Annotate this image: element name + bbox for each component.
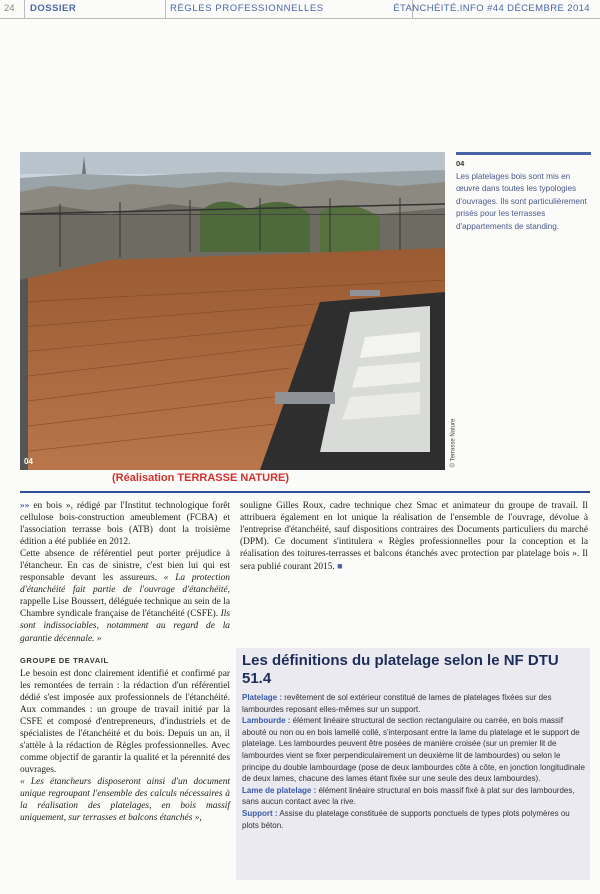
- section-label: DOSSIER: [30, 3, 77, 14]
- photo-tag: 04: [24, 457, 33, 466]
- paragraph: Cette absence de référentiel peut porter préjudice à l'étancheur. En cas de sinistre, c'est bien lui qui est responsable devant les assureurs. « La protection d'étanchéité fait partie de l'ouvrage d'étanchéité, rappelle Lise Boussert, déléguée technique au sein de la Chambre syndicale française de l'étanchéité (CSFE). Ils sont indissociables, notamment au regard de la garantie décennale. »: [20, 549, 230, 644]
- terrace-illustration: [20, 152, 445, 470]
- article-column-2: [240, 500, 588, 573]
- article-column-1: [20, 500, 230, 824]
- terrace-photo: [20, 152, 445, 470]
- photo-caption: [456, 152, 591, 233]
- header-divider: [165, 0, 166, 18]
- definition-item: Lambourde : élément linéaire structural de section rectangulaire ou carrée, en bois massif abouté ou non ou en bois lamellé collé, s'interposant entre la lame du platelage et le support de platelage. Les lambourdes peuvent être posées de manière croisée (sur un premier lit de lambourdes vient se fixer perpendiculairement un deuxième lit de lambourdes) ou selon le principe du double lambourdage (pose de deux lambourdes côte à côte, en jonction longitudinale de deux lames, chacune des lames étant fixée sur une seule des deux lambourdes).: [242, 716, 585, 784]
- photo-credit: © Terrasse Nature: [450, 418, 457, 468]
- header-title: RÈGLES PROFESSIONNELLES: [170, 3, 324, 14]
- subheading: GROUPE DE TRAVAIL: [20, 655, 109, 665]
- caption-text: Les platelages bois sont mis en œuvre dans toutes les typologies d'ouvrages. Ils sont particulièrement prisés pour les terrasses d'appartements de standing.: [456, 171, 587, 231]
- caption-number: 04: [456, 159, 465, 168]
- paragraph: « Les étancheurs disposeront ainsi d'un document unique regroupant l'ensemble des calculs nécessaires à la réalisation des platelages, en bois massif uniquement, sur terrasses et balcons étanchés »,: [20, 777, 230, 824]
- definition-item: Platelage : revêtement de sol extérieur constitué de lames de platelages fixées sur des lambourdes reposant elles-mêmes sur un support.: [242, 693, 552, 714]
- page-header: [0, 0, 600, 19]
- section-rule: [20, 491, 590, 493]
- photo-note: (Réalisation TERRASSE NATURE): [112, 472, 290, 484]
- paragraph: Le besoin est donc clairement identifié et confirmé par les remontées de terrain : la rédaction d'un référentiel dédié s'est imposée aux professionnels de l'étanchéité. Aux commandes : un groupe de travail initié par la CSFE et composé d'entrepreneurs, d'industriels et de spécialistes de l'étanchéité et du bois. Depuis un an, il s'attèle à la rédaction de Règles professionnelles. Avec comme objectif de garantir la qualité et la pérennité des ouvrages.: [20, 668, 230, 775]
- caption-bar: [456, 152, 591, 155]
- definitions-list: [242, 692, 586, 831]
- paragraph: »» en bois », rédigé par l'Institut technologique forêt cellulose bois-construction ameublement (FCBA) et l'association terrasse bois (ATB) dont la troisième édition a été publiée en 2012.: [20, 501, 230, 548]
- definitions-title: Les définitions du platelage selon le NF DTU 51.4: [242, 652, 559, 687]
- definition-item: Support : Assise du platelage constituée de supports ponctuels de types plots polymères ou plots béton.: [242, 808, 570, 830]
- definition-item: Lame de platelage : élément linéaire structural en bois massif fixé à plat sur des lambourdes, sans aucun contact avec la rive.: [242, 785, 575, 807]
- page-number: 24: [4, 3, 15, 14]
- magazine-issue: ÉTANCHÉITÉ.INFO #44 DÉCEMBRE 2014: [393, 3, 590, 14]
- end-mark: ■: [337, 561, 343, 572]
- paragraph: souligne Gilles Roux, cadre technique chez Smac et animateur du groupe de travail. Il attribuera également en lot unique la réalisation de l'ensemble de l'ouvrage, dévolue à l'entreprise d'étanchéité, sauf dispositions contraires des Documents particuliers du marché (DPM). Ce document s'intitulera « Règles professionnelles pour la conception et la réalisation des toitures-terrasses et balcons étanchés avec protection par platelage bois ». Il sera publié courant 2015. ■: [240, 501, 588, 573]
- continuation-arrow: »»: [20, 501, 30, 511]
- definitions-box: [236, 648, 590, 880]
- header-divider: [24, 0, 25, 18]
